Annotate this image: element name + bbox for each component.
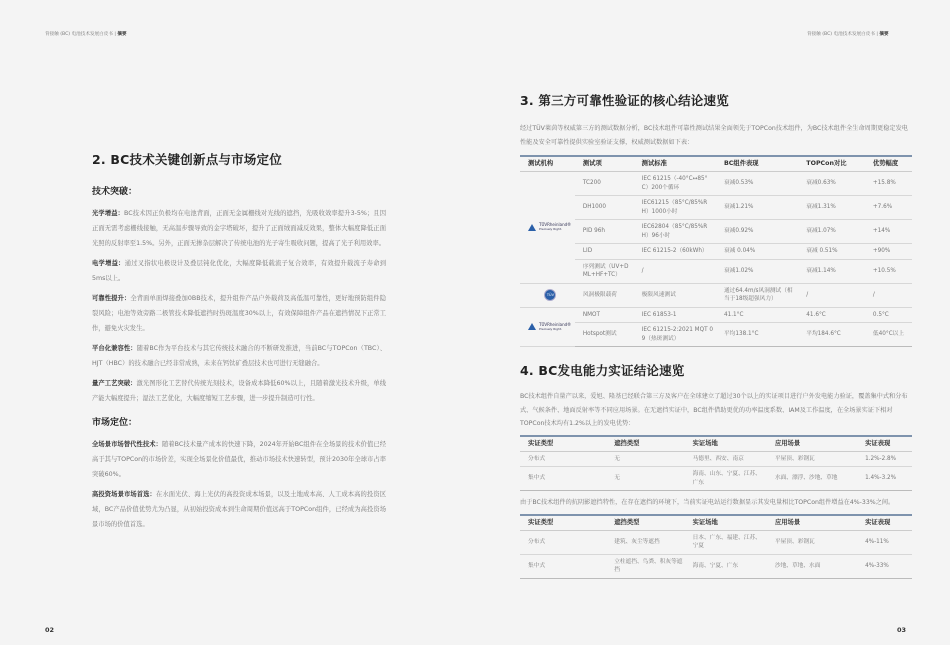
column-header: 实证场地 <box>685 515 767 531</box>
test-org-cell <box>520 172 575 284</box>
paragraph <box>92 437 386 482</box>
table-row <box>520 172 912 196</box>
table-cell: 1.4%-3.2% <box>857 467 912 491</box>
paragraph <box>92 256 386 286</box>
table-cell: IEC 61215-2:2021 MQT 09（热斑测试） <box>634 323 716 347</box>
market-heading: 市场定位： <box>92 418 138 428</box>
table-cell: 海南、山东、宁夏、江苏、广东 <box>685 467 767 491</box>
table-cell: 1.2%-2.8% <box>857 451 912 467</box>
table-cell: 衰减 0.51% <box>798 244 865 260</box>
table-cell: 衰减1.02% <box>716 259 798 283</box>
table-cell: 建筑、灰尘等遮挡 <box>606 530 684 554</box>
table-row <box>520 196 912 220</box>
column-header: 应用场景 <box>767 515 857 531</box>
tuv-triangle-icon <box>528 224 536 231</box>
table-cell: 无 <box>606 467 684 491</box>
tech-text: 激光图形化工艺替代传统光刻技术，设备成本降低60%以上，且随着激光技术升级，单线产能大幅度提升；湿法工艺优化，大幅度缩短工艺步骤，进一步提升制造可行性。 <box>92 380 386 402</box>
table-cell: 平屋顶、彩钢瓦 <box>767 530 857 554</box>
logo-name: TÜVRheinland® <box>539 222 572 228</box>
table-cell: / <box>634 259 716 283</box>
header-title: 背接触 (BC) 电池技术发展白皮书 <box>45 32 113 37</box>
table-cell: +10.5% <box>865 259 912 283</box>
table-cell: +15.8% <box>865 172 912 196</box>
table-row <box>520 451 912 467</box>
table-cell: TC200 <box>575 172 634 196</box>
market-text: 在水面光伏、海上光伏的高投资成本场景，以及土地成本高、人工成本高的投资区域，BC产品价值优势尤为凸显，从初始投资成本到生命周期价值远高于TOPCon组件，已经成为高投资场景市场的价值首选。 <box>92 491 387 528</box>
table-cell: 衰减 0.04% <box>716 244 798 260</box>
table-cell: 分布式 <box>520 451 606 467</box>
table-cell: NMOT <box>575 307 634 323</box>
table-cell: 41.6°C <box>798 307 865 323</box>
table-cell: 衰减1.07% <box>798 220 865 244</box>
table-row <box>520 467 912 491</box>
table-cell: PID 96h <box>575 220 634 244</box>
tuv-rheinland-logo <box>528 222 573 232</box>
table-cell: IEC62804（85°C/85%RH）96小时 <box>634 220 716 244</box>
tech-text: 全背面单面焊接叠加0BB技术，提升组件产品户外载荷及高低温可靠性，更好地预防组件隐裂风险；电池等效旁路二极管技术降低遮挡时热斑温度30%以上，有效保障组件产品在遮挡情况下正常工作，避免火灾发生。 <box>92 295 386 332</box>
test-org-cell <box>520 283 575 307</box>
header-tag: 摘要 <box>117 32 127 37</box>
tech-list <box>92 206 386 406</box>
table-cell: 沙地、草地、水面 <box>767 554 857 578</box>
logo-text <box>539 322 571 332</box>
table-cell: 海南、宁夏、广东 <box>685 554 767 578</box>
table-cell: 衰减1.31% <box>798 196 865 220</box>
section-3 <box>520 93 912 347</box>
table-cell: 4%-33% <box>857 554 912 578</box>
logo-sub: Precisely Right. <box>539 326 563 331</box>
table-cell: 日本、广东、福建、江苏、宁夏 <box>685 530 767 554</box>
running-header-right: 背接触 (BC) 电池技术发展白皮书 | 摘要 <box>807 32 889 37</box>
table-cell: 衰减0.92% <box>716 220 798 244</box>
table-row <box>520 259 912 283</box>
column-header: 实证类型 <box>520 515 606 531</box>
table-cell: 衰减1.21% <box>716 196 798 220</box>
section-4 <box>520 363 912 579</box>
table-cell: 平均138.1°C <box>716 323 798 347</box>
section-2-title: 2. BC技术关键创新点与市场定位 <box>92 152 282 167</box>
tech-label: 电学增益： <box>92 260 125 267</box>
table-cell: 通过64.4m/s风洞测试（相当于18级超强风力） <box>716 283 798 307</box>
logo-text <box>539 222 571 232</box>
table-cell: DH1000 <box>575 196 634 220</box>
table-row <box>520 244 912 260</box>
logo-name: TÜVRheinland® <box>539 321 572 327</box>
table-cell: 4%-11% <box>857 530 912 554</box>
market-list <box>92 437 386 532</box>
market-label: 全场景市场替代性技术： <box>92 441 162 448</box>
header-title: 背接触 (BC) 电池技术发展白皮书 <box>807 32 875 37</box>
field-test-table-unshaded <box>520 435 912 492</box>
table-cell: 平均184.6°C <box>798 323 865 347</box>
table-cell: 低40°C以上 <box>865 323 912 347</box>
column-header: 遮挡类型 <box>606 515 684 531</box>
column-header: 实证表现 <box>857 436 912 452</box>
tuv-triangle-icon <box>528 323 536 330</box>
table-cell: 集中式 <box>520 467 606 491</box>
table-row <box>520 554 912 578</box>
section-4-shading-text: 由于BC技术组件的抗阴影遮挡特性，在存在遮挡的环境下，当前实证电站运行数据显示其发电量相比TOPCon组件增益在4%-33%之间。 <box>520 499 895 506</box>
tech-label: 可靠性提升： <box>92 295 131 302</box>
field-test-table-shaded <box>520 514 912 579</box>
table-cell: IEC61215（85°C/85%RH）1000小时 <box>634 196 716 220</box>
tech-text: BC技术因正负极均在电池背面，正面无金属栅线对光线的遮挡，光吸收效率提升3-5%；且因正面无需考虑栅线接触，无高温步骤导致的金字塔破坏，提升了正面绒面减反效果，整体大幅度降低正面光照的反射率至1.5%。另外，正面无掺杂层解决了传统电池的光子寄生吸收问题，提高了光子利用效率。 <box>92 210 387 247</box>
table-cell: / <box>865 283 912 307</box>
page-number-left: 02 <box>45 626 55 634</box>
table-cell: 极限风速测试 <box>634 283 716 307</box>
column-header: 实证表现 <box>857 515 912 531</box>
tech-label: 平台化兼容性： <box>92 345 137 352</box>
table-cell: IEC 61215（-40°C↔85°C）200个循环 <box>634 172 716 196</box>
page-number-right: 03 <box>897 626 907 634</box>
tech-label: 量产工艺突破： <box>92 380 137 387</box>
test-org-cell <box>520 307 575 347</box>
table-cell: 衰减1.14% <box>798 259 865 283</box>
logo-sub: Precisely Right. <box>539 227 563 232</box>
column-header: 测试标准 <box>634 156 716 172</box>
table-cell: 平屋顶、彩钢瓦 <box>767 451 857 467</box>
column-header: 实证类型 <box>520 436 606 452</box>
table-cell: LID <box>575 244 634 260</box>
table-cell: 无 <box>606 451 684 467</box>
section-3-title: 3. 第三方可靠性验证的核心结论速览 <box>520 93 729 108</box>
table-row <box>520 283 912 307</box>
reliability-table <box>520 155 912 347</box>
section-3-intro: 经过TÜV莱茵等权威第三方的测试数据分析，BC技术组件可靠性测试结果全面领先于TOPCon技术组件，为BC技术组件全生命周期更稳定发电性能及安全可靠性提供实验室验证支撑，权威测试数据如下表： <box>520 125 908 146</box>
table-cell: 风洞极限载荷 <box>575 283 634 307</box>
table-cell: 立柱遮挡、鸟粪、积灰等遮挡 <box>606 554 684 578</box>
table-cell: +14% <box>865 220 912 244</box>
table-cell: IEC 61215-2（60kWh） <box>634 244 716 260</box>
column-header: 测试机构 <box>520 156 575 172</box>
paragraph <box>92 376 386 406</box>
table-cell: 序列测试（UV+DML+HF+TC） <box>575 259 634 283</box>
tuv-rheinland-logo <box>528 322 573 332</box>
left-page-content <box>92 152 386 537</box>
table-cell: 分布式 <box>520 530 606 554</box>
table-cell: 衰减0.53% <box>716 172 798 196</box>
table-cell: +90% <box>865 244 912 260</box>
table-cell: 集中式 <box>520 554 606 578</box>
running-header-left: 背接触 (BC) 电池技术发展白皮书 | 摘要 <box>45 32 127 37</box>
tech-text: 随着BC作为平台技术与其它传统技术融合的不断研发推进，当前BC与TOPCon（TBC）、HJT（HBC）的技术融合已经非常成熟，未来在钙钛矿叠层技术也可进行无缝融合。 <box>92 345 386 367</box>
paragraph <box>92 487 386 532</box>
table-row <box>520 323 912 347</box>
table-cell: +7.6% <box>865 196 912 220</box>
paragraph <box>92 341 386 371</box>
column-header: BC组件表现 <box>716 156 798 172</box>
paragraph <box>92 291 386 336</box>
table-row <box>520 530 912 554</box>
tuv-badge-logo: TÜV <box>544 289 556 301</box>
table-cell: 马德里、西安、南京 <box>685 451 767 467</box>
column-header: 测试项 <box>575 156 634 172</box>
market-label: 高投资场景市场首选： <box>92 491 156 498</box>
table-row <box>520 307 912 323</box>
table-cell: / <box>798 283 865 307</box>
table-cell: 0.5°C <box>865 307 912 323</box>
tech-heading: 技术突破： <box>92 187 138 197</box>
table-cell: IEC 61853-1 <box>634 307 716 323</box>
right-page-content <box>520 93 912 579</box>
column-header: 实证场地 <box>685 436 767 452</box>
column-header: 应用场景 <box>767 436 857 452</box>
table-row <box>520 220 912 244</box>
table-cell: 水面、漂浮、沙地、草地 <box>767 467 857 491</box>
tech-label: 光学增益： <box>92 210 125 217</box>
table-cell: Hotspot测试 <box>575 323 634 347</box>
section-4-title: 4. BC发电能力实证结论速览 <box>520 363 685 378</box>
column-header: 遮挡类型 <box>606 436 684 452</box>
table-cell: 衰减0.63% <box>798 172 865 196</box>
column-header: TOPCon对比 <box>798 156 865 172</box>
market-text: 随着BC技术量产成本的快速下降，2024年开始BC组件在全场景的技术价值已经高于其与TOPCon的市场价差，实现全场景化价值最优，推动市场技术快速转型，预计2030年全球市占率突破60%。 <box>92 441 386 478</box>
section-4-intro: BC技术组件自量产以来，爱旭、隆基已经联合第三方及客户在全球建立了超过30个以上的实证项目进行户外发电能力验证，覆盖集中式和分布式、气候条件、地面反射率等不同应用场景。在无遮挡实证中，BC组件借助更优的功率温度系数、IAM及工作温度，在全场景实证下相对TOPCon技术均有1.2%以上的发电优势： <box>520 393 908 427</box>
tech-text: 通过叉指状电极设计及叠层钝化优化，大幅度降低载流子复合效率，有效提升载流子寿命到5ms以上。 <box>92 260 387 282</box>
table-cell: 41.1°C <box>716 307 798 323</box>
column-header: 优势幅度 <box>865 156 912 172</box>
paragraph <box>92 206 386 251</box>
header-tag: 摘要 <box>879 32 889 37</box>
